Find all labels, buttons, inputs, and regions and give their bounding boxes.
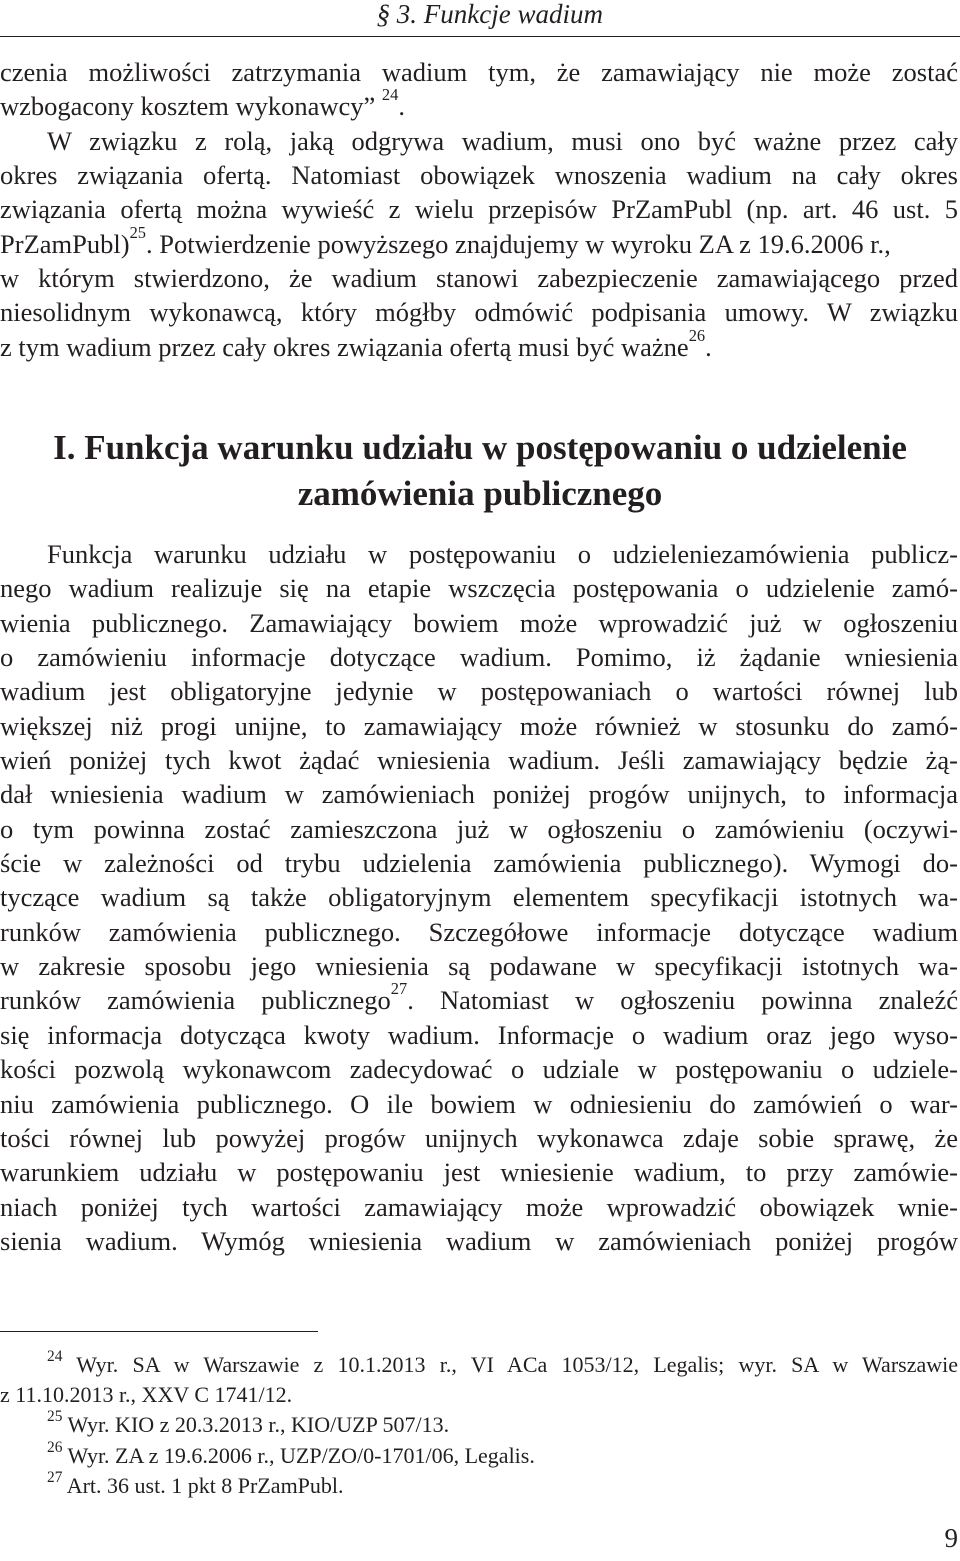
footnote-number: 26 — [47, 1438, 63, 1456]
text-line: runków zamówienia publicznego$^{27}$. Natomiast w ogłoszeniu powinna znaleźć — [0, 979, 959, 1016]
header-rule — [0, 36, 960, 37]
text-line: PrZamPubl)$^{25}$. Potwierdzenie powyższego znajdujemy w wyroku ZA z 19.6.2006 r., — [0, 222, 891, 259]
text-line: ście w zależności od trybu udzielenia zamówienia publicznego). Wymogi do- — [0, 848, 958, 879]
text-line: większej niż progi unijne, to zamawiający może również w stosunku do zamó- — [0, 710, 958, 741]
footnote-ref[interactable]: 26 — [688, 325, 706, 345]
footnote-ref[interactable]: 25 — [129, 222, 146, 242]
text-line: o tym powinna zostać zamieszczona już w ogłoszeniu o zamówieniu (oczywi- — [0, 813, 958, 844]
text-line: kości pozwolą wykonawcom zadecydować o udziale w postępowaniu o udziele- — [0, 1054, 958, 1085]
section-heading — [0, 425, 960, 517]
section-heading-line: I. Funkcja warunku udziału w postępowaniu o udzielenie — [53, 428, 907, 467]
text-line: niach poniżej tych wartości zamawiający może wprowadzić obowiązek wnie- — [0, 1191, 958, 1222]
text-line: warunkiem udziału w postępowaniu jest wniesienie wadium, to przy zamówie- — [0, 1157, 958, 1188]
footnote-line: $^{24}$ Wyr. SA w Warszawie z 10.1.2013 r., VI ACa 1053/12, Legalis; wyr. SA w Warszawie — [47, 1348, 958, 1377]
section-heading-line: zamówienia publicznego — [297, 474, 663, 513]
text-line: okres związania ofertą. Natomiast obowiązek wnoszenia wadium na cały okres — [0, 160, 958, 191]
footnotes — [0, 1350, 958, 1501]
text-line: w którym stwierdzono, że wadium stanowi zabezpieczenie zamawiającego przed — [0, 263, 958, 294]
footnote-number: 24 — [47, 1348, 63, 1365]
text-line: czenia możliwości zatrzymania wadium tym, że zamawiający nie może zostać — [0, 57, 958, 87]
footnote-number: 25 — [47, 1408, 63, 1426]
text-line: tości równej lub powyżej progów unijnych wykonawca zdaje sobie sprawę, że — [0, 1122, 958, 1153]
text-line: w zakresie sposobu jego wniesienia są podawane w specyfikacji istotnych wa- — [0, 951, 958, 982]
footnote-line: z 11.10.2013 r., XXV C 1741/12. — [0, 1382, 293, 1408]
footnote — [0, 1410, 958, 1440]
text-line: niu zamówienia publicznego. O ile bowiem w odniesieniu do zamówień o war- — [0, 1088, 958, 1119]
footnote-ref[interactable]: 24 — [381, 85, 399, 105]
text-line: wadium jest obligatoryjne jedynie w postępowaniach o wartości równej lub — [0, 676, 958, 707]
section-paragraph — [0, 537, 958, 1258]
text-line: runków zamówienia publicznego. Szczegółowe informacje dotyczące wadium — [0, 916, 958, 947]
text-line: tyczące wadium są także obligatoryjnym elementem specyfikacji istotnych wa- — [0, 882, 958, 913]
page-number: 9 — [944, 1523, 958, 1553]
text-line: z tym wadium przez cały okres związania ofertą musi być ważne$^{26}$. — [0, 325, 712, 362]
paragraph-continuation — [0, 55, 958, 364]
text-line: związania ofertą można wywieść z wielu przepisów PrZamPubl (np. art. 46 ust. 5 — [0, 194, 958, 225]
footnote-line: $^{26}$ Wyr. ZA z 19.6.2006 r., UZP/ZO/0-1701/06, Legalis. — [47, 1438, 535, 1468]
text-line: wzbogacony kosztem wykonawcy” $^{24}$. — [0, 85, 405, 122]
footnote — [0, 1438, 958, 1471]
text-line: sienia wadium. Wymóg wniesienia wadium w zamówieniach poniżej progów — [0, 1225, 958, 1256]
text-line: niesolidnym wykonawcą, który mógłby odmówić podpisania umowy. W związku — [0, 297, 958, 328]
text-line: dał wniesienia wadium w zamówieniach poniżej progów unijnych, to informacja — [0, 779, 958, 810]
footnote — [0, 1350, 958, 1410]
footnote-number: 27 — [47, 1468, 63, 1486]
running-head: § 3. Funkcje wadium — [376, 0, 603, 29]
text-line: o zamówieniu informacje dotyczące wadium. Pomimo, iż żądanie wniesienia — [0, 642, 958, 673]
text-line: W związku z rolą, jaką odgrywa wadium, musi ono być ważne przez cały — [47, 125, 958, 156]
footnote-ref[interactable]: 27 — [390, 979, 408, 999]
footnote-line: $^{27}$ Art. 36 ust. 1 pkt 8 PrZamPubl. — [47, 1468, 344, 1498]
footnote-line: $^{25}$ Wyr. KIO z 20.3.2013 r., KIO/UZP 507/13. — [47, 1408, 450, 1438]
text-line: wień poniżej tych kwot żądać wniesienia wadium. Jeśli zamawiający będzie żą- — [0, 745, 958, 776]
text-line: wienia publicznego. Zamawiający bowiem może wprowadzić już w ogłoszeniu — [0, 607, 958, 638]
text-line: się informacja dotycząca kwoty wadium. Informacje o wadium oraz jego wyso- — [0, 1019, 958, 1050]
text-line: Funkcja warunku udziału w postępowaniu o udzieleniezamówienia publicz- — [47, 539, 958, 569]
text-line: nego wadium realizuje się na etapie wszczęcia postępowania o udzielenie zamó- — [0, 573, 958, 604]
footnote — [0, 1468, 958, 1501]
footnote-separator — [0, 1331, 318, 1332]
